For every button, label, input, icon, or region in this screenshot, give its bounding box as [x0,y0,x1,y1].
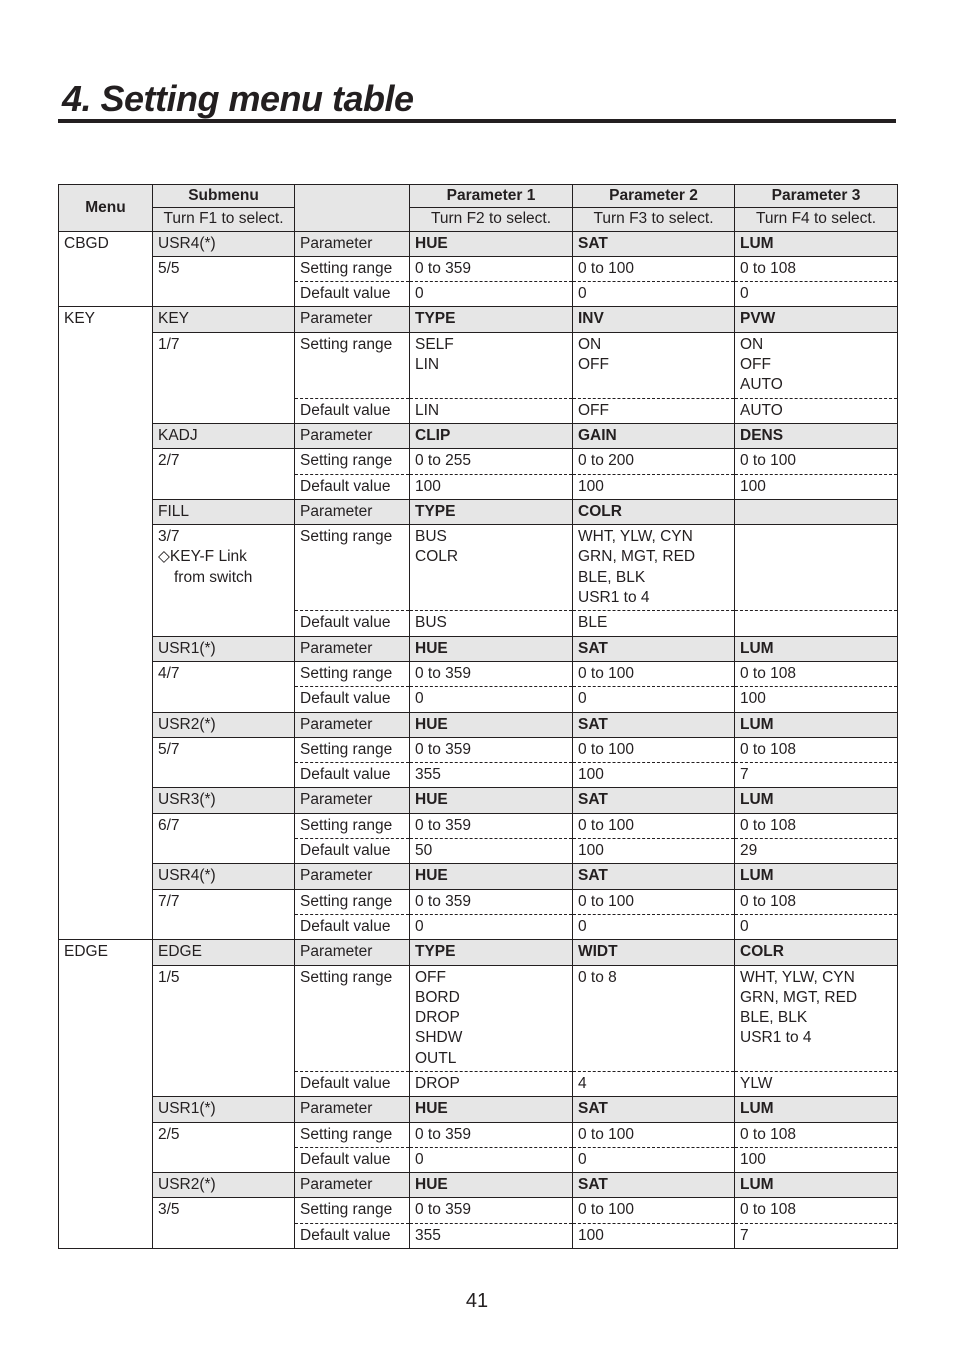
default-value: 100 [573,763,735,788]
setting-range-value: 0 to 8 [578,968,617,986]
setting-range-row [59,813,898,838]
setting-range-value: SHDW [415,1029,463,1047]
setting-range-row [59,965,898,1071]
submenu-page: 1/5 [158,968,180,986]
setting-range-value: OFF [415,968,446,986]
setting-range-row [59,661,898,686]
parameter-row [59,712,898,737]
setting-range-value: AUTO [740,376,783,394]
setting-range-value: 0 to 108 [740,259,797,277]
row-label-default-value: Default value [295,398,410,423]
submenu-page: 1/7 [158,335,180,353]
default-value: LIN [410,398,573,423]
parameter-name: COLR [573,499,735,524]
default-value: 7 [735,763,898,788]
setting-range-row [59,889,898,914]
default-value [735,611,898,636]
submenu-page: 2/5 [158,1125,180,1143]
default-value: 100 [410,474,573,499]
setting-range-value: 0 to 100 [578,259,635,277]
setting-range-value: 0 to 359 [415,1201,472,1219]
parameter-name: LUM [735,636,898,661]
parameter-name: PVW [735,307,898,332]
row-label-default-value: Default value [295,1071,410,1096]
default-value: 355 [410,763,573,788]
row-label-setting-range: Setting range [295,1122,410,1147]
link-note: from switch [174,568,253,586]
setting-range-row [59,737,898,762]
submenu-name: USR4(*) [153,864,295,889]
row-label-default-value: Default value [295,611,410,636]
row-label-parameter: Parameter [295,1097,410,1122]
parameter-name: LUM [735,788,898,813]
row-label-parameter: Parameter [295,307,410,332]
setting-range-cell [735,889,898,914]
default-value: 100 [735,687,898,712]
parameter-row [59,307,898,332]
setting-range-value: DROP [415,1009,460,1027]
setting-range-value: 0 to 108 [740,740,797,758]
submenu-page-cell [153,661,295,712]
default-value: 100 [573,1223,735,1248]
default-value: 0 [410,914,573,939]
setting-range-value: COLR [415,548,459,566]
row-label-default-value: Default value [295,687,410,712]
setting-range-cell [573,525,735,611]
submenu-page-cell [153,449,295,500]
header-param3: Parameter 3 [735,185,898,208]
setting-range-value: WHT, YLW, CYN [578,528,693,546]
parameter-name: HUE [410,1173,573,1198]
setting-range-value: BLE, BLK [740,1009,808,1027]
setting-range-value: LIN [415,356,440,374]
setting-menu-table [58,184,898,1249]
setting-range-cell [735,256,898,281]
default-value: 100 [735,1147,898,1172]
page-title: 4. Setting menu table [62,78,414,119]
setting-range-cell [410,813,573,838]
setting-range-cell [735,1198,898,1223]
row-label-parameter: Parameter [295,499,410,524]
setting-range-value: 0 to 359 [415,1125,472,1143]
setting-range-cell [410,889,573,914]
parameter-name: SAT [573,1097,735,1122]
setting-range-value: 0 to 100 [578,740,635,758]
setting-range-row [59,256,898,281]
row-label-default-value: Default value [295,474,410,499]
parameter-row [59,423,898,448]
setting-range-value: 0 to 100 [578,1125,635,1143]
parameter-name: LUM [735,712,898,737]
setting-range-cell [573,889,735,914]
header-param1: Parameter 1 [410,185,573,208]
default-value: 0 [573,687,735,712]
parameter-name: LUM [735,1097,898,1122]
setting-range-cell [735,449,898,474]
setting-range-cell [735,525,898,611]
submenu-page: 3/7 [158,528,180,546]
header-param1-hint: Turn F2 to select. [410,208,573,231]
submenu-name: USR2(*) [153,712,295,737]
parameter-name: HUE [410,636,573,661]
parameter-name: TYPE [410,499,573,524]
default-value: 29 [735,839,898,864]
submenu-name: USR4(*) [153,231,295,256]
setting-range-value: 0 to 100 [740,452,797,470]
parameter-name: GAIN [573,423,735,448]
row-label-parameter: Parameter [295,231,410,256]
setting-range-cell [573,256,735,281]
default-value: 4 [573,1071,735,1096]
setting-range-value: SELF [415,335,454,353]
submenu-name: KADJ [153,423,295,448]
parameter-name: TYPE [410,940,573,965]
setting-range-value: 0 to 100 [578,1201,635,1219]
setting-range-row [59,332,898,398]
link-note: ◇KEY-F Link [158,548,247,566]
parameter-name: HUE [410,231,573,256]
header-menu: Menu [59,185,153,232]
parameter-name: WIDT [573,940,735,965]
parameter-row [59,788,898,813]
parameter-row [59,1173,898,1198]
default-value: 0 [573,1147,735,1172]
parameter-name: SAT [573,712,735,737]
setting-range-cell [573,661,735,686]
default-value: 7 [735,1223,898,1248]
row-label-default-value: Default value [295,914,410,939]
row-label-setting-range: Setting range [295,525,410,611]
default-value: 0 [573,914,735,939]
submenu-page: 5/5 [158,259,180,277]
setting-range-cell [735,661,898,686]
header-param3-hint: Turn F4 to select. [735,208,898,231]
parameter-name: COLR [735,940,898,965]
setting-range-value: OUTL [415,1049,457,1067]
parameter-name: SAT [573,231,735,256]
setting-range-value: 0 to 100 [578,816,635,834]
submenu-page: 2/7 [158,452,180,470]
submenu-name: USR1(*) [153,636,295,661]
setting-range-value: 0 to 255 [415,452,472,470]
parameter-name: TYPE [410,307,573,332]
setting-range-value: 0 to 108 [740,1201,797,1219]
setting-range-cell [410,737,573,762]
header-param2: Parameter 2 [573,185,735,208]
setting-range-cell [573,813,735,838]
row-label-parameter: Parameter [295,712,410,737]
setting-range-cell [573,449,735,474]
parameter-name: LUM [735,231,898,256]
default-value: 0 [410,687,573,712]
submenu-page-cell [153,889,295,940]
setting-range-value: 0 to 359 [415,892,472,910]
setting-range-value: 0 to 108 [740,664,797,682]
parameter-row [59,1097,898,1122]
setting-range-value: 0 to 108 [740,892,797,910]
parameter-name: HUE [410,788,573,813]
setting-range-cell [410,332,573,398]
submenu-page: 5/7 [158,740,180,758]
default-value: 50 [410,839,573,864]
row-label-default-value: Default value [295,1147,410,1172]
submenu-name: USR3(*) [153,788,295,813]
header-param2-hint: Turn F3 to select. [573,208,735,231]
default-value: 0 [735,282,898,307]
row-label-parameter: Parameter [295,864,410,889]
row-label-setting-range: Setting range [295,1198,410,1223]
parameter-name: LUM [735,1173,898,1198]
parameter-name [735,499,898,524]
setting-range-value: 0 to 100 [578,892,635,910]
row-label-parameter: Parameter [295,423,410,448]
setting-range-cell [410,449,573,474]
setting-range-value: 0 to 100 [578,664,635,682]
row-label-setting-range: Setting range [295,965,410,1071]
parameter-name: HUE [410,1097,573,1122]
setting-range-value: BORD [415,988,460,1006]
submenu-name: USR2(*) [153,1173,295,1198]
default-value: 100 [573,839,735,864]
default-value: 0 [573,282,735,307]
submenu-page-cell [153,256,295,307]
setting-range-value: 0 to 359 [415,740,472,758]
default-value: BUS [410,611,573,636]
setting-range-cell [573,332,735,398]
setting-range-value: USR1 to 4 [578,589,650,607]
title-rule [58,119,896,123]
setting-range-value: OFF [578,356,609,374]
setting-range-value: BUS [415,528,447,546]
row-label-default-value: Default value [295,839,410,864]
parameter-name: SAT [573,1173,735,1198]
submenu-page-cell [153,737,295,788]
row-label-setting-range: Setting range [295,737,410,762]
row-label-setting-range: Setting range [295,449,410,474]
setting-range-value: WHT, YLW, CYN [740,968,855,986]
default-value: BLE [573,611,735,636]
parameter-name: HUE [410,864,573,889]
setting-range-cell [410,1122,573,1147]
row-label-default-value: Default value [295,1223,410,1248]
default-value: 100 [573,474,735,499]
parameter-name: SAT [573,864,735,889]
header-submenu: Submenu [153,185,295,208]
setting-range-value: BLE, BLK [578,568,646,586]
setting-range-value: 0 to 359 [415,816,472,834]
parameter-name: INV [573,307,735,332]
setting-range-cell [735,1122,898,1147]
setting-range-cell [735,332,898,398]
setting-range-cell [735,965,898,1071]
setting-range-cell [573,1122,735,1147]
parameter-row [59,636,898,661]
setting-range-cell [735,737,898,762]
submenu-page-cell [153,965,295,1097]
row-label-parameter: Parameter [295,940,410,965]
row-label-setting-range: Setting range [295,256,410,281]
parameter-row [59,864,898,889]
default-value: DROP [410,1071,573,1096]
parameter-name: CLIP [410,423,573,448]
row-label-default-value: Default value [295,282,410,307]
submenu-page: 6/7 [158,816,180,834]
page-number: 41 [465,1290,489,1312]
setting-range-value: 0 to 359 [415,259,472,277]
setting-range-value: 0 to 108 [740,816,797,834]
submenu-page: 7/7 [158,892,180,910]
default-value: 0 [410,282,573,307]
setting-range-value: USR1 to 4 [740,1029,812,1047]
submenu-page-cell [153,332,295,423]
submenu-name: FILL [153,499,295,524]
default-value: 0 [735,914,898,939]
parameter-row [59,499,898,524]
row-label-setting-range: Setting range [295,332,410,398]
menu-cell: EDGE [59,940,153,1249]
default-value: 0 [410,1147,573,1172]
setting-range-row [59,1122,898,1147]
parameter-row [59,231,898,256]
parameter-name: HUE [410,712,573,737]
default-value: YLW [735,1071,898,1096]
setting-range-cell [573,1198,735,1223]
menu-cell: KEY [59,307,153,940]
header-empty [295,185,410,232]
parameter-row [59,940,898,965]
row-label-parameter: Parameter [295,1173,410,1198]
parameter-name: DENS [735,423,898,448]
row-label-default-value: Default value [295,763,410,788]
submenu-name: KEY [153,307,295,332]
submenu-page-cell [153,1122,295,1173]
submenu-name: EDGE [153,940,295,965]
setting-range-cell [410,965,573,1071]
parameter-name: SAT [573,788,735,813]
setting-range-cell [410,525,573,611]
submenu-page: 4/7 [158,664,180,682]
submenu-page-cell [153,1198,295,1249]
submenu-page-cell [153,525,295,636]
setting-range-value: 0 to 200 [578,452,635,470]
setting-range-row [59,449,898,474]
setting-range-value: OFF [740,356,771,374]
setting-range-value: ON [740,335,764,353]
parameter-name: LUM [735,864,898,889]
default-value: OFF [573,398,735,423]
submenu-name: USR1(*) [153,1097,295,1122]
setting-range-value: GRN, MGT, RED [740,988,858,1006]
row-label-parameter: Parameter [295,788,410,813]
setting-range-value: ON [578,335,602,353]
setting-range-cell [573,737,735,762]
default-value: 100 [735,474,898,499]
setting-range-cell [573,965,735,1071]
setting-range-value: GRN, MGT, RED [578,548,696,566]
header-submenu-hint: Turn F1 to select. [153,208,295,231]
default-value: 355 [410,1223,573,1248]
row-label-setting-range: Setting range [295,889,410,914]
parameter-name: SAT [573,636,735,661]
setting-range-row [59,1198,898,1223]
setting-range-cell [410,661,573,686]
row-label-parameter: Parameter [295,636,410,661]
setting-range-row [59,525,898,611]
setting-range-cell [735,813,898,838]
row-label-setting-range: Setting range [295,661,410,686]
setting-range-value: 0 to 108 [740,1125,797,1143]
submenu-page-cell [153,813,295,864]
row-label-setting-range: Setting range [295,813,410,838]
default-value: AUTO [735,398,898,423]
table-body [59,231,898,1248]
setting-range-cell [410,1198,573,1223]
setting-range-value: 0 to 359 [415,664,472,682]
menu-cell: CBGD [59,231,153,307]
submenu-page: 3/5 [158,1201,180,1219]
setting-range-cell [410,256,573,281]
